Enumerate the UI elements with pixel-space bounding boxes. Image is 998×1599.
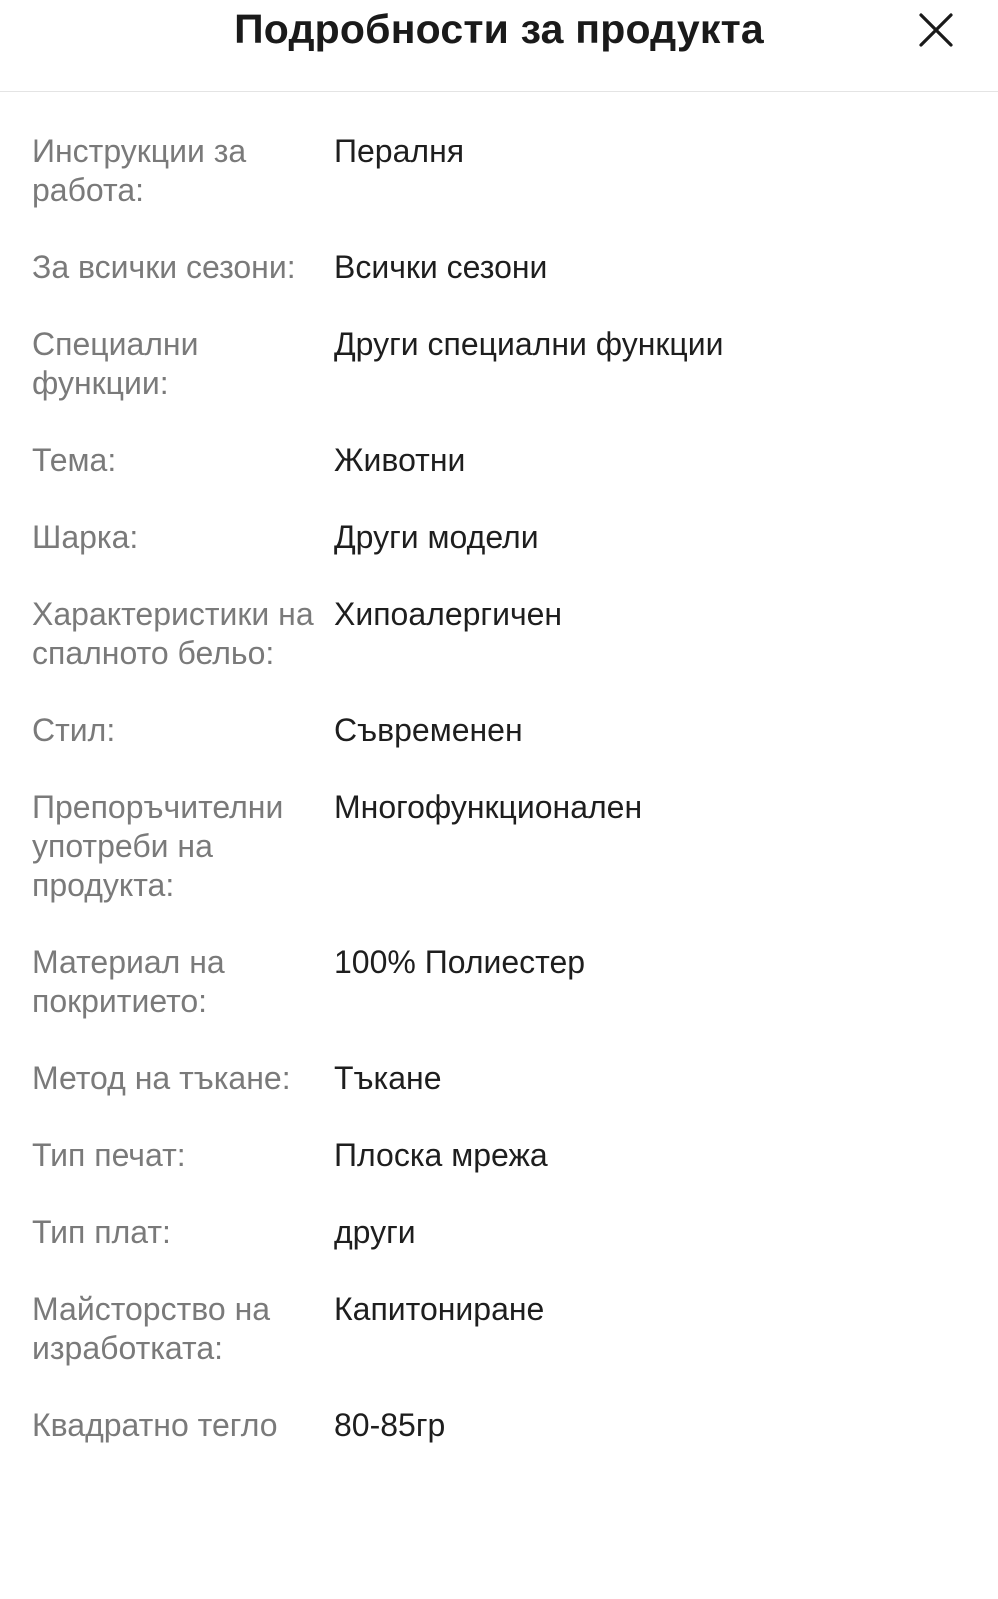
detail-value: Други специални функции: [334, 326, 724, 362]
detail-value: Съвременен: [334, 712, 523, 748]
detail-label: Майсторство на изработката:: [32, 1291, 271, 1366]
detail-value: Всички сезони: [334, 249, 548, 285]
detail-label: За всички сезони:: [32, 249, 296, 285]
detail-label: Характеристики на спалното бельо:: [32, 596, 314, 671]
detail-row: [0, 943, 998, 1021]
detail-row: [0, 248, 998, 287]
detail-label: Инструкции за работа:: [32, 133, 247, 208]
detail-value: 100% Полиестер: [334, 944, 586, 980]
close-icon: [914, 8, 958, 52]
detail-value: Други модели: [334, 519, 539, 555]
details-list: [0, 92, 998, 1445]
detail-label: Метод на тъкане:: [32, 1060, 291, 1096]
sheet-title: Подробности за продукта: [234, 6, 764, 52]
detail-row: [0, 325, 998, 403]
sheet-header: [0, 0, 998, 92]
detail-label: Тип плат:: [32, 1214, 171, 1250]
detail-row: [0, 518, 998, 557]
detail-row: [0, 132, 998, 210]
detail-value: други: [334, 1214, 416, 1250]
detail-value: Капитониране: [334, 1291, 545, 1327]
detail-value: Пералня: [334, 133, 465, 169]
detail-label: Шарка:: [32, 519, 139, 555]
detail-value: Многофункционален: [334, 789, 643, 825]
detail-label: Тип печат:: [32, 1137, 186, 1173]
detail-label: Материал на покритието:: [32, 944, 225, 1019]
close-button[interactable]: [914, 8, 958, 52]
detail-row: [0, 1406, 998, 1445]
detail-row: [0, 1213, 998, 1252]
detail-row: [0, 788, 998, 905]
detail-row: [0, 441, 998, 480]
detail-label: Квадратно тегло: [32, 1407, 278, 1443]
detail-row: [0, 711, 998, 750]
detail-label: Специални функции:: [32, 326, 199, 401]
detail-row: [0, 1290, 998, 1368]
detail-row: [0, 1136, 998, 1175]
detail-label: Тема:: [32, 442, 117, 478]
detail-label: Стил:: [32, 712, 116, 748]
detail-value: Хипоалергичен: [334, 596, 563, 632]
detail-value: Животни: [334, 442, 466, 478]
detail-row: [0, 595, 998, 673]
detail-value: Плоска мрежа: [334, 1137, 548, 1173]
detail-row: [0, 1059, 998, 1098]
detail-label: Препоръчителни употреби на продукта:: [32, 789, 284, 903]
detail-value: Тъкане: [334, 1060, 442, 1096]
detail-value: 80-85гр: [334, 1407, 446, 1443]
